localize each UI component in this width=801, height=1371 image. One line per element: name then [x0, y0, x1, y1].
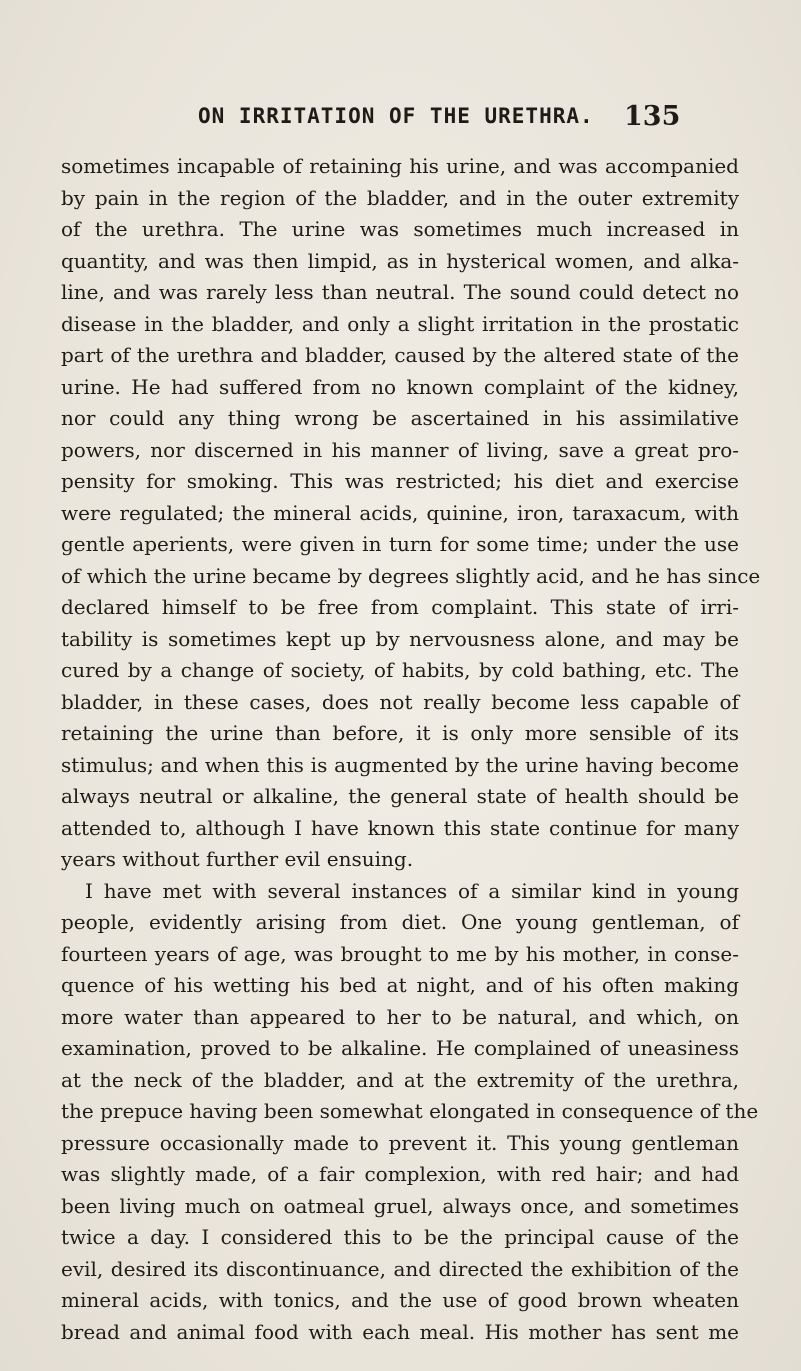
text-line: gentle aperients, were given in turn for some time; under the use — [61, 532, 739, 556]
text-line: was slightly made, of a fair complexion, with red hair; and had — [61, 1162, 739, 1186]
text-line: always neutral or alkaline, the general state of health should be — [61, 784, 739, 808]
text-line: urine. He had suffered from no known complaint of the kidney, — [61, 374, 739, 399]
text-line: years without further evil ensuing. — [61, 847, 414, 871]
text-line: retaining the urine than before, it is only more sensible of its — [61, 721, 739, 745]
text-line: mineral acids, with tonics, and the use of good brown wheaten — [61, 1288, 739, 1312]
running-head — [198, 101, 698, 134]
text-line: disease in the bladder, and only a slight irritation in the prostatic — [61, 311, 739, 336]
text-line: evil, desired its discontinuance, and directed the exhibition of the — [61, 1256, 739, 1281]
text-line: nor could any thing wrong be ascertained in his assimilative — [61, 406, 739, 430]
text-line: of which the urine became by degrees slightly acid, and he has since — [61, 563, 761, 588]
text-line: declared himself to be free from complaint. This state of irri- — [61, 595, 739, 619]
text-line: people, evidently arising from diet. One young gentleman, of — [61, 910, 739, 934]
text-line: powers, nor discerned in his manner of living, save a great pro- — [61, 437, 739, 462]
text-line: I have met with several instances of a similar kind in young — [85, 878, 739, 903]
text-line: pressure occasionally made to prevent it. This young gentleman — [61, 1130, 739, 1155]
text-line: line, and was rarely less than neutral. The sound could detect no — [61, 280, 739, 304]
text-line: more water than appeared to her to be natural, and which, on — [61, 1004, 739, 1029]
text-line: examination, proved to be alkaline. He complained of uneasiness — [61, 1036, 739, 1060]
body-text — [61, 151, 761, 1348]
text-line: fourteen years of age, was brought to me by his mother, in conse- — [61, 941, 739, 966]
text-line: tability is sometimes kept up by nervousness alone, and may be — [61, 626, 739, 651]
text-line: at the neck of the bladder, and at the extremity of the urethra, — [61, 1067, 739, 1092]
text-line: twice a day. I considered this to be the principal cause of the — [61, 1225, 739, 1249]
text-line: bladder, in these cases, does not really become less capable of — [61, 689, 739, 714]
text-line: pensity for smoking. This was restricted; his diet and exercise — [61, 469, 739, 493]
text-line: sometimes incapable of retaining his urine, and was accompanied — [61, 154, 739, 178]
text-line: part of the urethra and bladder, caused by the altered state of the — [61, 343, 739, 367]
text-line: the prepuce having been somewhat elongated in consequence of the — [61, 1099, 759, 1123]
text-line: by pain in the region of the bladder, and in the outer extremity — [61, 185, 739, 210]
text-line: quence of his wetting his bed at night, and of his often making — [61, 973, 739, 997]
text-line: of the urethra. The urine was sometimes much increased in — [61, 217, 739, 241]
text-line: stimulus; and when this is augmented by the urine having become — [61, 752, 739, 777]
text-line: cured by a change of society, of habits, by cold bathing, etc. The — [61, 658, 739, 682]
text-line: quantity, and was then limpid, as in hysterical women, and alka- — [61, 248, 739, 273]
text-line: bread and animal food with each meal. His mother has sent me — [61, 1319, 739, 1344]
text-line: were regulated; the mineral acids, quinine, iron, taraxacum, with — [61, 500, 739, 525]
running-head-title: ON IRRITATION OF THE URETHRA. — [198, 104, 594, 128]
text-line: been living much on oatmeal gruel, always once, and sometimes — [61, 1193, 739, 1218]
text-line: attended to, although I have known this state continue for many — [61, 815, 739, 840]
page-number: 135 — [624, 101, 681, 132]
